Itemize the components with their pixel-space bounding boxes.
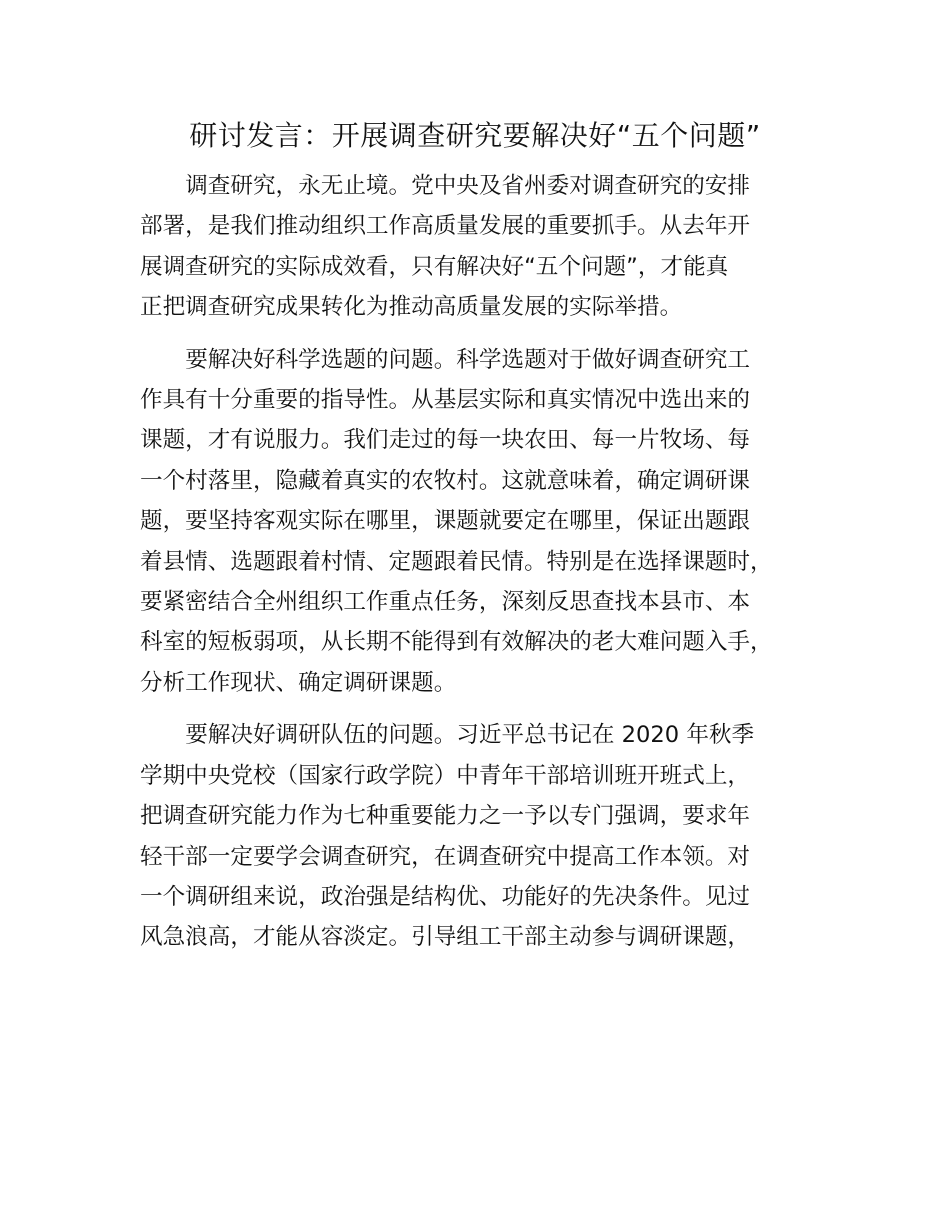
document-body [140,166,838,970]
paragraph-research-team: 要解决好调研队伍的问题。习近平总书记在 2020 年秋季 学期中央党校（国家行政学院）中青年干部培训班开班式上， 把调查研究能力作为七种重要能力之一予以专门强调，要求年 轻干部一定要学会调查研究，在调查研究中提高工作本领。对 一个调研组来说，政治强是结构优、功能好的先决条件。见过 风急浪高，才能从容淡定。引导组工干部主动参与调研课题， [140,722,755,951]
paragraph-topic-selection: 要解决好科学选题的问题。科学选题对于做好调查研究工 作具有十分重要的指导性。从基层实际和真实情况中选出来的 课题，才有说服力。我们走过的每一块农田、每一片牧场、每 一个村落里，隐藏着真实的农牧村。这就意味着，确定调研课 题，要坚持客观实际在哪里，课题就要定在哪里，保证出题跟 着县情、选题跟着村情、定题跟着民情。特别是在选择课题时， 要紧密结合全州组织工作重点任务，深刻反思查找本县市、本 科室的短板弱项，从长期不能得到有效解决的老大难问题入手， 分析工作现状、确定调研课题。 [140,346,773,696]
paragraph-intro: 调查研究，永无止境。党中央及省州委对调查研究的安排 部署，是我们推动组织工作高质量发展的重要抓手。从去年开 展调查研究的实际成效看，只有解决好“五个问题”，才能真 正把调查研究成果转化为推动高质量发展的实际举措。 [140,173,751,321]
document-title: 研讨发言：开展调查研究要解决好“五个问题” [189,119,761,152]
